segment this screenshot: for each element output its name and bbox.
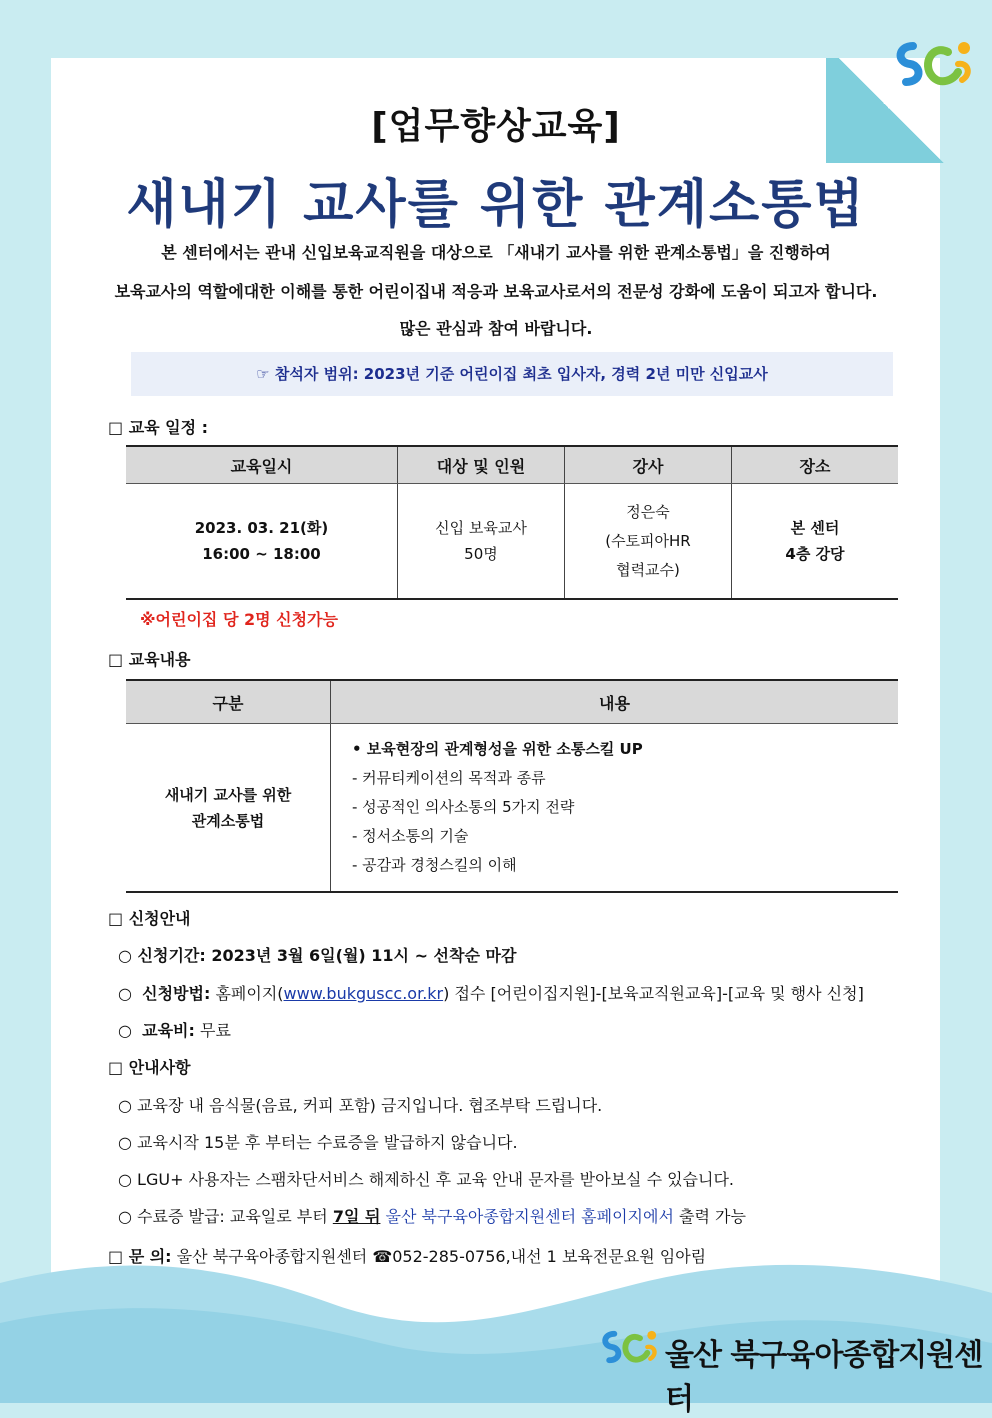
schedule-heading: □ 교육 일정 : xyxy=(108,418,209,437)
place-line-1: 본 센터 xyxy=(790,519,840,537)
schedule-table xyxy=(126,445,898,600)
content-item: - 커뮤티케이션의 목적과 종류 xyxy=(352,769,546,787)
intro-line-3: 많은 관심과 참여 바랍니다. xyxy=(399,319,593,338)
cert-site: 울산 북구육아종합지원센터 홈페이지에서 xyxy=(385,1207,674,1226)
application-limit-note: ※어린이집 당 2명 신청가능 xyxy=(140,610,338,629)
apply-period: ○ 신청기간: 2023년 3월 6일(월) 11시 ~ 선착순 마감 xyxy=(118,946,517,965)
cert-pre: ○ 수료증 발급: 교육일로 부터 xyxy=(118,1207,328,1226)
schedule-date: 2023. 03. 21(화) xyxy=(194,519,329,537)
col-header-target: 대상 및 인원 xyxy=(397,446,564,484)
category-line-2: 관계소통법 xyxy=(191,811,265,830)
footer-logo-icon xyxy=(596,1322,662,1372)
col-header-lecturer: 강사 xyxy=(564,446,731,484)
apply-method-pre: 홈페이지( xyxy=(215,984,284,1003)
col-header-category: 구분 xyxy=(126,680,331,724)
guide-certificate xyxy=(118,1204,746,1227)
apply-fee xyxy=(118,1018,231,1041)
apply-heading: □ 신청안내 xyxy=(108,909,191,928)
center-logo-icon xyxy=(888,34,978,94)
bullet: ○ xyxy=(118,984,132,1003)
place-line-2: 4층 강당 xyxy=(785,545,845,563)
schedule-count: 50명 xyxy=(464,545,498,563)
content-detail-cell xyxy=(331,724,899,893)
document-headline: 새내기 교사를 위한 관계소통법 xyxy=(126,175,866,235)
apply-fee-label: 교육비: xyxy=(142,1021,195,1040)
lecturer-name: 정은숙 xyxy=(626,502,670,521)
guide-item: ○ 교육장 내 음식물(음료, 커피 포함) 금지입니다. 협조부탁 드립니다. xyxy=(118,1096,603,1115)
participant-notice: ☞ 참석자 범위: 2023년 기준 어린이집 최초 입사자, 경력 2년 미만 신입교사 xyxy=(131,352,893,396)
schedule-time: 16:00 ~ 18:00 xyxy=(202,545,321,563)
inquiry-text: 울산 북구육아종합지원센터 ☎052-285-0756,내선 1 보육전문요원 임아림 xyxy=(176,1247,707,1266)
inquiry-line xyxy=(108,1244,706,1267)
document-category: [업무향상교육] xyxy=(371,106,621,147)
guide-item: ○ LGU+ 사용자는 스팸차단서비스 해제하신 후 교육 안내 문자를 받아보실 수 있습니다. xyxy=(118,1170,735,1189)
col-header-date: 교육일시 xyxy=(126,446,397,484)
schedule-lecturer-cell xyxy=(564,484,731,600)
content-item: - 성공적인 의사소통의 5가지 전략 xyxy=(352,798,575,816)
lecturer-org: (수토피아HR xyxy=(605,531,691,550)
col-header-content: 내용 xyxy=(331,680,899,724)
content-table xyxy=(126,679,898,893)
guide-heading: □ 안내사항 xyxy=(108,1058,191,1077)
intro-line-1: 본 센터에서는 관내 신입보육교직원을 대상으로 「새내기 교사를 위한 관계소통법」을 진행하여 xyxy=(161,243,831,262)
apply-method xyxy=(118,981,864,1004)
apply-method-label: 신청방법: xyxy=(142,984,211,1003)
cert-days: 7일 뒤 xyxy=(332,1207,381,1226)
cert-post: 출력 가능 xyxy=(679,1207,746,1226)
inquiry-label: □ 문 의: xyxy=(108,1247,172,1266)
footer-center-name: 울산 북구육아종합지원센터 xyxy=(665,1338,983,1417)
apply-method-post: ) 접수 [어린이집지원]-[보육교직원교육]-[교육 및 행사 신청] xyxy=(443,984,864,1003)
content-main-item: • 보육현장의 관계형성을 위한 소통스킬 UP xyxy=(352,740,643,758)
content-heading: □ 교육내용 xyxy=(108,650,191,669)
guide-item: ○ 교육시작 15분 후 부터는 수료증을 발급하지 않습니다. xyxy=(118,1133,518,1152)
homepage-link[interactable]: www.bukguscc.or.kr xyxy=(283,984,444,1003)
schedule-target: 신입 보육교사 xyxy=(435,519,527,537)
bullet: ○ xyxy=(118,1021,132,1040)
schedule-target-cell xyxy=(397,484,564,600)
content-item: - 공감과 경청스킬의 이해 xyxy=(352,856,517,874)
intro-line-2: 보육교사의 역할에대한 이해를 통한 어린이집내 적응과 보육교사로서의 전문성 강화에 도움이 되고자 합니다. xyxy=(114,282,878,301)
content-item: - 정서소통의 기술 xyxy=(352,827,469,845)
schedule-place-cell xyxy=(732,484,899,600)
content-category-cell xyxy=(126,724,331,893)
lecturer-title: 협력교수) xyxy=(616,560,680,579)
schedule-datetime-cell xyxy=(126,484,397,600)
col-header-place: 장소 xyxy=(732,446,899,484)
apply-fee-value: 무료 xyxy=(200,1021,231,1040)
category-line-1: 새내기 교사를 위한 xyxy=(164,785,292,804)
